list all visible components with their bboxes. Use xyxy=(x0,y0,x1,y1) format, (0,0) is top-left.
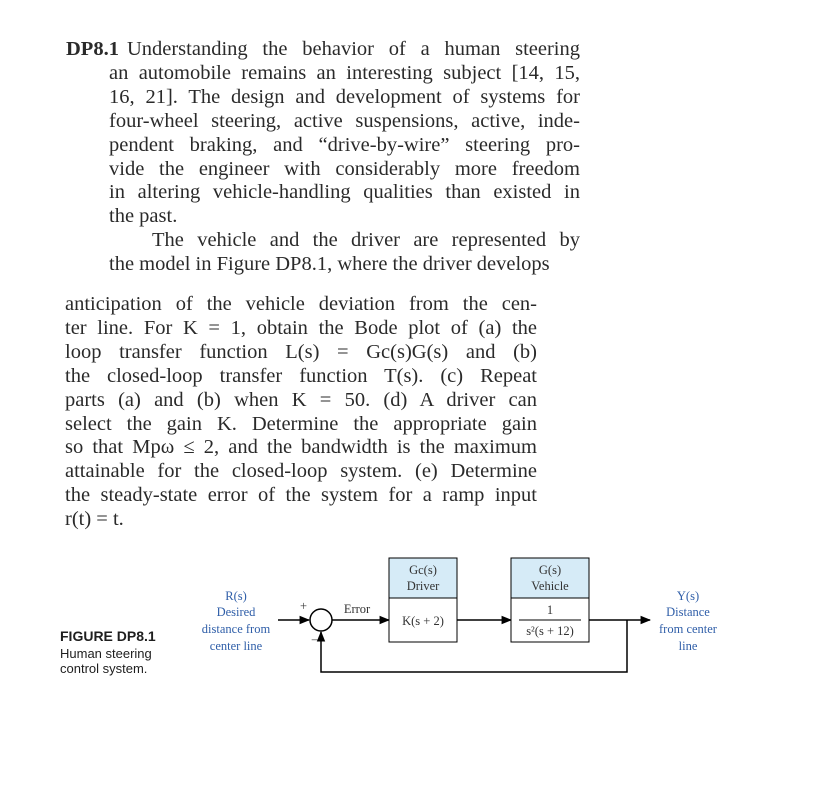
text-line: r(t) = t. xyxy=(65,508,124,531)
text-line: 16, 21]. The design and development of systems for xyxy=(109,85,580,108)
driver-name: Driver xyxy=(406,579,440,593)
text-line: in altering vehicle-handling qualities than existed in xyxy=(109,181,580,204)
text-line: anticipation of the vehicle deviation from the cen- xyxy=(65,293,537,315)
text-line: ter line. For K = 1, obtain the Bode plot of (a) the xyxy=(65,316,537,339)
text-line: vide the engineer with considerably more freedom xyxy=(109,157,580,180)
summing-junction xyxy=(310,609,332,631)
input-desc-line: Desired xyxy=(216,605,256,619)
output-symbol: Y(s) xyxy=(676,589,700,603)
text-line: the past. xyxy=(109,205,178,228)
text-line: the model in Figure DP8.1, where the driver develops xyxy=(109,253,550,276)
text-line: loop transfer function L(s) = Gc(s)G(s) and (b) xyxy=(65,340,537,363)
driver-transfer: K(s + 2) xyxy=(402,614,444,628)
text-line: an automobile remains an interesting subject [14, 15, xyxy=(109,61,580,84)
text-line: attainable for the closed-loop system. (e) Determine xyxy=(65,460,537,483)
caption-line: Human steering xyxy=(60,645,152,661)
vehicle-symbol: G(s) xyxy=(538,563,562,577)
text-line: The vehicle and the driver are represented by xyxy=(152,229,580,252)
minus-sign: − xyxy=(311,633,319,647)
figure-id: FIGURE DP8.1 xyxy=(60,628,156,644)
text-line: DP8.1 Understanding the behavior of a human steering xyxy=(66,38,580,60)
output-desc-line: Distance xyxy=(666,605,710,619)
text-line: the closed-loop transfer function T(s). (c) Repeat xyxy=(65,364,537,387)
caption-line: control system. xyxy=(60,661,148,676)
vehicle-name: Vehicle xyxy=(531,579,569,593)
vehicle-denominator: s²(s + 12) xyxy=(526,624,574,638)
input-desc-line: distance from xyxy=(201,622,271,636)
text-line: select the gain K. Determine the appropriate gain xyxy=(65,412,537,435)
text-line: pendent braking, and “drive-by-wire” steering pro- xyxy=(109,133,580,156)
text-line: so that Mpω ≤ 2, and the bandwidth is the maximum xyxy=(65,436,537,459)
text-line: four-wheel steering, active suspensions, active, inde- xyxy=(109,109,580,132)
input-symbol: R(s) xyxy=(225,589,247,603)
output-desc-line: from center xyxy=(659,622,717,636)
problem-id: DP8.1 xyxy=(66,38,119,60)
error-label: Error xyxy=(343,602,371,616)
driver-symbol: Gc(s) xyxy=(409,563,437,577)
plus-sign: + xyxy=(300,599,308,613)
input-desc-line: center line xyxy=(209,639,263,653)
output-desc-line: line xyxy=(678,639,698,653)
vehicle-numerator: 1 xyxy=(546,603,554,617)
text-line: parts (a) and (b) when K = 50. (d) A driver can xyxy=(65,388,537,411)
text-line: the steady-state error of the system for a ramp input xyxy=(65,484,537,507)
